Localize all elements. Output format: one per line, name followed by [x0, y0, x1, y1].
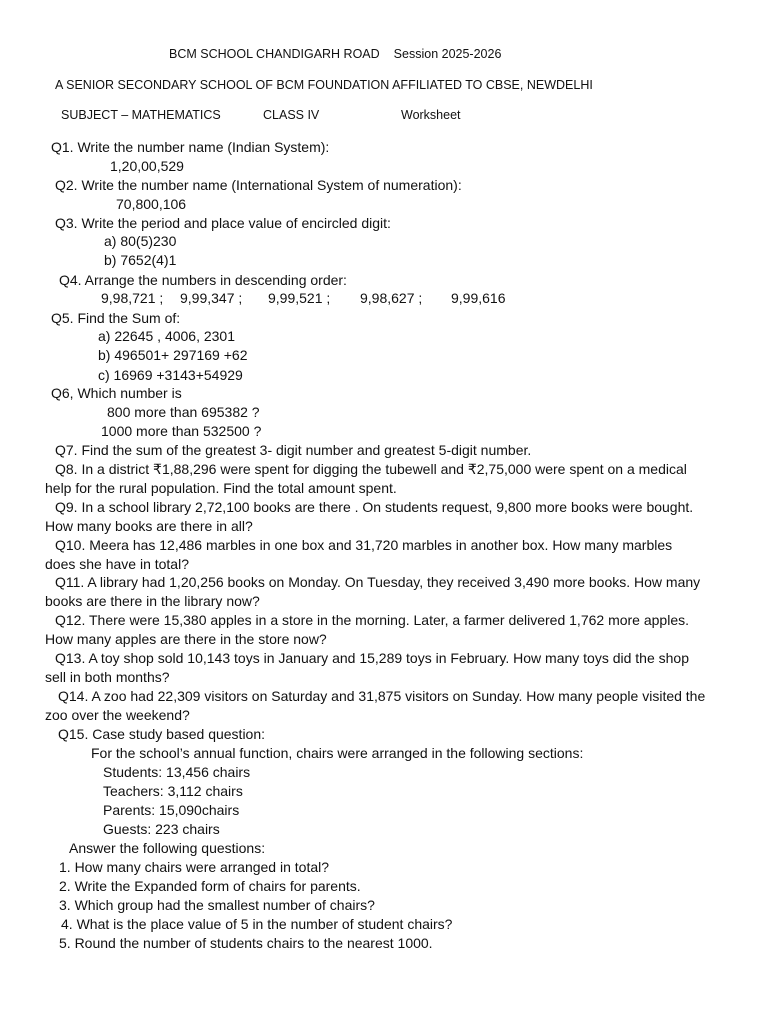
q3-b: b) 7652(4)1 — [104, 252, 177, 268]
q15-question-5: 5. Round the number of students chairs to the nearest 1000. — [59, 935, 433, 951]
q12-line2: How many apples are there in the store now? — [45, 631, 327, 647]
q4-number-4: 9,98,627 ; — [360, 290, 423, 306]
q13-line1: Q13. A toy shop sold 10,143 toys in January and 15,289 toys in February. How many toys did the shop — [55, 650, 690, 666]
q15-section-guests: Guests: 223 chairs — [103, 821, 220, 837]
q9-line2: How many books are there in all? — [45, 518, 253, 534]
q2-text: Q2. Write the number name (International System of numeration): — [55, 177, 462, 193]
subject-label: SUBJECT – MATHEMATICS — [61, 108, 221, 122]
q8-line1: Q8. In a district ₹1,88,296 were spent for digging the tubewell and ₹2,75,000 were spent on a medical — [55, 461, 687, 477]
q10-line1: Q10. Meera has 12,486 marbles in one box and 31,720 marbles in another box. How many marbles — [55, 537, 673, 553]
q10-line2: does she have in total? — [45, 556, 189, 572]
q15-question-3: 3. Which group had the smallest number of chairs? — [59, 897, 375, 913]
q6-line2: 1000 more than 532500 ? — [101, 423, 262, 439]
q8-line2: help for the rural population. Find the total amount spent. — [45, 480, 397, 496]
session-label: Session 2025-2026 — [393, 47, 502, 61]
q15-text: Q15. Case study based question: — [58, 726, 266, 742]
class-label: CLASS IV — [263, 108, 320, 122]
q4-text: Q4. Arrange the numbers in descending order: — [59, 272, 347, 288]
school-title: BCM SCHOOL CHANDIGARH ROAD — [169, 47, 380, 61]
q15-prompt: Answer the following questions: — [69, 840, 266, 856]
q2-value: 70,800,106 — [116, 196, 187, 212]
q15-section-parents: Parents: 15,090chairs — [103, 802, 240, 818]
q3-text: Q3. Write the period and place value of encircled digit: — [55, 215, 391, 231]
q11-line1: Q11. A library had 1,20,256 books on Monday. On Tuesday, they received 3,490 more books. How many — [55, 574, 701, 590]
q15-question-2: 2. Write the Expanded form of chairs for parents. — [59, 878, 361, 894]
q1-text: Q1. Write the number name (Indian System): — [51, 139, 330, 155]
school-name — [169, 45, 501, 63]
q6-line1: 800 more than 695382 ? — [107, 404, 260, 420]
q4-number-2: 9,99,347 ; — [180, 290, 243, 306]
q9-line1: Q9. In a school library 2,72,100 books are there . On students request, 9,800 more books were bought. — [55, 499, 694, 515]
q4-number-3: 9,99,521 ; — [268, 290, 331, 306]
q15-section-teachers: Teachers: 3,112 chairs — [103, 783, 243, 799]
q14-line1: Q14. A zoo had 22,309 visitors on Saturday and 31,875 visitors on Sunday. How many people visited the — [58, 688, 706, 704]
q6-text: Q6, Which number is — [51, 385, 182, 401]
q4-number-1: 9,98,721 ; — [101, 290, 164, 306]
q1-value: 1,20,00,529 — [110, 158, 184, 174]
q13-line2: sell in both months? — [45, 669, 170, 685]
worksheet-label: Worksheet — [401, 108, 461, 122]
q7-text: Q7. Find the sum of the greatest 3- digit number and greatest 5-digit number. — [55, 442, 532, 458]
q3-a: a) 80(5)230 — [104, 233, 177, 249]
q5-b: b) 496501+ 297169 +62 — [98, 347, 248, 363]
q5-c: c) 16969 +3143+54929 — [98, 367, 243, 383]
affiliation-line: A SENIOR SECONDARY SCHOOL OF BCM FOUNDATION AFFILIATED TO CBSE, NEWDELHI — [55, 78, 593, 92]
q11-line2: books are there in the library now? — [45, 593, 260, 609]
q15-section-students: Students: 13,456 chairs — [103, 764, 251, 780]
q5-text: Q5. Find the Sum of: — [51, 310, 181, 326]
q15-question-1: 1. How many chairs were arranged in total? — [59, 859, 330, 875]
q15-intro: For the school’s annual function, chairs were arranged in the following sections: — [91, 745, 584, 761]
q4-number-5: 9,99,616 — [451, 290, 506, 306]
q15-question-4: 4. What is the place value of 5 in the number of student chairs? — [61, 916, 453, 932]
q5-a: a) 22645 , 4006, 2301 — [98, 328, 236, 344]
q12-line1: Q12. There were 15,380 apples in a store in the morning. Later, a farmer delivered 1,762 more apples. — [55, 612, 689, 628]
q14-line2: zoo over the weekend? — [45, 707, 190, 723]
